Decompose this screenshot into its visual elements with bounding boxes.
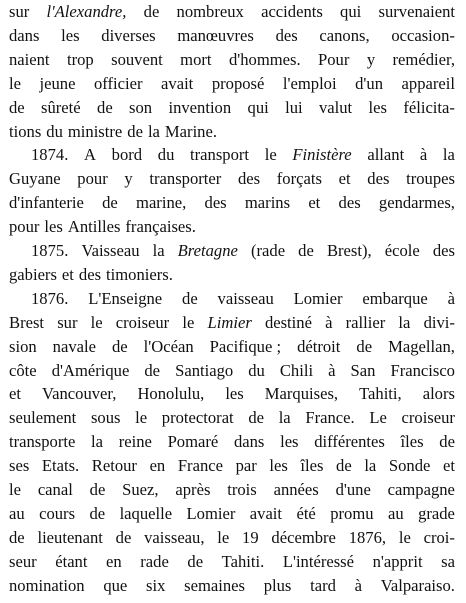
- text-word: Vancouver,: [42, 384, 117, 404]
- text-word: tions: [9, 121, 42, 141]
- text-word: lieutenant: [37, 527, 103, 547]
- text-word: 19: [242, 527, 259, 547]
- text-word: bord: [111, 145, 143, 165]
- text-word: en: [149, 456, 166, 476]
- text-word: Chili: [279, 360, 314, 380]
- text-word: d'hommes.: [228, 49, 301, 69]
- text-word: de: [127, 121, 143, 141]
- text-word: plus: [263, 575, 292, 595]
- text-word: Tahiti,: [359, 384, 402, 404]
- text-line: [31, 145, 455, 165]
- text-word: les: [368, 97, 387, 117]
- text-word: au: [387, 503, 404, 523]
- text-word: 1876.: [31, 288, 69, 308]
- text-word: timoniers.: [106, 264, 173, 284]
- text-word: îles: [300, 456, 324, 476]
- text-word: Sonde: [388, 456, 431, 476]
- text-word: laquelle: [119, 503, 173, 523]
- text-word: souvent: [111, 49, 163, 69]
- text-word: félicita-: [403, 97, 455, 117]
- text-word: ministre: [67, 121, 123, 141]
- text-word: semaines: [184, 575, 245, 595]
- text-word: l'Alexandre,: [46, 2, 127, 21]
- text-line: [9, 169, 455, 189]
- text-word: avait: [161, 73, 194, 93]
- text-word: Valparaiso.: [380, 575, 455, 595]
- text-word: divi-: [423, 312, 455, 332]
- text-word: Vaisseau: [81, 241, 140, 260]
- text-word: de: [298, 241, 314, 260]
- text-word: Finistère: [292, 145, 352, 165]
- text-word: officier: [93, 73, 143, 93]
- text-word: navale: [52, 336, 96, 356]
- text-word: rallier: [345, 312, 386, 332]
- text-line: [9, 217, 455, 237]
- text-line: [9, 408, 455, 428]
- text-word: vaisseau,: [144, 527, 205, 547]
- text-word: marine,: [136, 193, 187, 213]
- text-word: jeune: [39, 73, 76, 93]
- text-word: Lomier: [293, 288, 343, 308]
- text-word: Tahiti.: [221, 551, 265, 571]
- text-line: [31, 241, 455, 261]
- text-word: y: [366, 49, 376, 69]
- text-word: dans: [233, 432, 265, 452]
- text-word: reine: [118, 432, 152, 452]
- text-word: diverses: [101, 25, 156, 45]
- text-word: mort: [180, 49, 212, 69]
- text-word: Retour: [91, 456, 137, 476]
- text-word: après: [175, 480, 211, 499]
- text-word: n'apprit: [372, 551, 423, 571]
- text-word: grade: [418, 503, 455, 523]
- text-line: [9, 504, 455, 524]
- text-word: des: [432, 241, 455, 260]
- text-word: y: [124, 169, 133, 189]
- text-word: valut: [318, 97, 353, 117]
- text-word: 1876,: [348, 527, 387, 547]
- text-word: Francisco: [390, 360, 455, 380]
- text-word: différentes: [314, 432, 385, 452]
- text-word: des: [237, 169, 261, 189]
- text-word: manœuvres: [177, 25, 254, 45]
- text-word: Santiago: [175, 360, 234, 380]
- text-word: de: [187, 551, 204, 571]
- text-word: survenaient: [378, 2, 455, 21]
- text-word: promu: [330, 503, 374, 523]
- text-word: Le: [369, 408, 387, 428]
- text-word: de: [9, 527, 25, 547]
- text-word: Magellan,: [388, 336, 455, 356]
- text-word: l'Océan: [143, 336, 194, 356]
- text-line: [9, 384, 455, 404]
- text-line: [9, 480, 455, 500]
- text-line: [9, 313, 455, 333]
- text-word: sur: [9, 2, 30, 21]
- text-word: proposé: [211, 73, 265, 93]
- text-word: les: [225, 384, 244, 404]
- text-word: école: [384, 241, 420, 260]
- text-line: [9, 26, 455, 46]
- text-word: son: [129, 97, 153, 117]
- text-word: naient: [9, 49, 50, 69]
- text-word: Pacifique ;: [209, 336, 282, 356]
- text-word: que: [103, 575, 128, 595]
- text-word: transporte: [9, 432, 76, 452]
- text-word: de: [143, 2, 160, 21]
- text-word: le: [90, 312, 103, 332]
- text-word: marins: [244, 193, 291, 213]
- text-word: les: [269, 456, 288, 476]
- text-word: sur: [57, 312, 78, 332]
- text-word: croi-: [423, 527, 455, 547]
- text-word: France: [177, 456, 223, 476]
- text-line: [9, 74, 455, 94]
- text-word: L'intéressé: [282, 551, 354, 571]
- text-word: de: [248, 408, 265, 428]
- text-word: allant: [367, 145, 405, 165]
- text-word: l'emploi: [282, 73, 337, 93]
- text-line: [9, 552, 455, 572]
- text-word: le: [135, 408, 148, 428]
- text-word: avait: [249, 503, 283, 523]
- text-word: 1874.: [31, 145, 69, 165]
- text-word: des: [367, 169, 390, 189]
- text-line: [9, 432, 455, 452]
- text-word: Marquises,: [264, 384, 339, 404]
- text-word: des: [338, 193, 361, 213]
- text-word: du: [46, 121, 63, 141]
- text-word: alors: [422, 384, 455, 404]
- text-word: la: [147, 121, 160, 141]
- text-word: de: [89, 480, 106, 499]
- text-word: transport: [190, 145, 250, 165]
- text-word: et: [308, 193, 321, 213]
- text-word: françaises.: [125, 217, 196, 237]
- text-word: troupes: [406, 169, 455, 189]
- text-word: la: [152, 241, 165, 260]
- text-word: au: [9, 503, 25, 523]
- text-word: de: [9, 97, 25, 117]
- text-word: le: [182, 312, 195, 332]
- text-word: et: [338, 169, 351, 189]
- text-word: seulement: [9, 408, 77, 428]
- text-word: de: [115, 527, 132, 547]
- text-word: transporter: [149, 169, 222, 189]
- text-word: tard: [310, 575, 336, 595]
- text-word: nomination: [9, 575, 85, 595]
- text-line: [9, 98, 455, 118]
- text-word: Suez,: [122, 480, 159, 499]
- text-word: Brest: [9, 312, 45, 332]
- text-word: nombreux: [176, 2, 244, 21]
- text-word: d'une: [335, 480, 371, 499]
- text-word: Honolulu,: [137, 384, 205, 404]
- text-word: 1875.: [31, 241, 69, 260]
- text-word: sion: [9, 336, 37, 356]
- text-line: [9, 361, 455, 381]
- text-line: [31, 289, 455, 309]
- text-word: Guyane: [9, 169, 61, 189]
- text-word: trop: [66, 49, 94, 69]
- text-word: occasion-: [391, 25, 455, 45]
- text-word: campagne: [387, 480, 455, 499]
- text-word: d'infanterie: [9, 193, 84, 213]
- text-word: à: [419, 145, 428, 165]
- text-word: détroit: [297, 336, 341, 356]
- text-word: et: [9, 384, 21, 404]
- text-word: la: [398, 312, 411, 332]
- text-word: d'un: [355, 73, 384, 93]
- text-line: [9, 2, 455, 22]
- text-word: A: [84, 145, 96, 165]
- text-word: sûreté: [41, 97, 81, 117]
- text-line: [9, 265, 455, 285]
- text-word: années: [273, 480, 319, 499]
- text-line: [9, 576, 455, 596]
- text-word: qui: [247, 97, 269, 117]
- text-word: du: [157, 145, 175, 165]
- text-word: vaisseau: [217, 288, 274, 308]
- text-word: de: [144, 360, 161, 380]
- text-word: d'Amérique: [51, 360, 130, 380]
- text-word: Bretagne: [177, 241, 238, 260]
- text-word: accidents: [261, 2, 323, 21]
- text-word: de: [356, 336, 373, 356]
- text-word: des: [275, 25, 298, 45]
- text-word: croiseur: [401, 408, 455, 428]
- text-word: et: [61, 264, 74, 284]
- text-word: remédier,: [392, 49, 455, 69]
- text-word: appareil: [401, 73, 455, 93]
- text-word: le: [9, 73, 21, 93]
- text-word: de: [102, 193, 118, 213]
- text-word: la: [278, 408, 291, 428]
- text-word: le: [9, 480, 21, 499]
- text-word: canal: [37, 480, 73, 499]
- text-word: de: [439, 432, 455, 452]
- text-word: étant: [55, 551, 88, 571]
- text-word: des: [204, 193, 227, 213]
- text-word: par: [235, 456, 257, 476]
- text-line: [9, 50, 455, 70]
- text-word: des: [78, 264, 102, 284]
- text-word: Pomaré: [167, 432, 219, 452]
- text-word: côte: [9, 360, 37, 380]
- text-word: Brest),: [326, 241, 372, 260]
- text-word: de: [336, 456, 352, 476]
- text-word: la: [364, 456, 377, 476]
- text-word: Limier: [207, 312, 252, 332]
- text-word: les: [61, 25, 80, 45]
- text-line: [9, 193, 455, 213]
- text-word: du: [248, 360, 265, 380]
- text-word: gendarmes,: [378, 193, 455, 213]
- text-word: forçats: [276, 169, 322, 189]
- text-word: décembre: [271, 527, 336, 547]
- text-word: en: [106, 551, 122, 571]
- text-word: Antilles: [67, 217, 121, 237]
- text-word: la: [91, 432, 104, 452]
- text-word: croiseur: [115, 312, 170, 332]
- text-word: canons,: [319, 25, 370, 45]
- text-word: seur: [9, 551, 37, 571]
- text-word: à: [328, 360, 336, 380]
- text-word: le: [398, 527, 411, 547]
- text-word: la: [442, 145, 455, 165]
- text-word: été: [296, 503, 316, 523]
- text-line: [9, 122, 455, 142]
- text-word: le: [264, 145, 277, 165]
- text-word: trois: [227, 480, 257, 499]
- text-word: (rade: [250, 241, 286, 260]
- text-word: sa: [441, 551, 455, 571]
- text-word: sous: [90, 408, 121, 428]
- text-word: ses: [9, 456, 30, 476]
- text-word: pour: [9, 217, 40, 237]
- text-word: Pour: [318, 49, 350, 69]
- text-word: gabiers: [9, 264, 57, 284]
- text-word: pour: [77, 169, 108, 189]
- text-word: cours: [39, 503, 76, 523]
- text-word: de: [89, 503, 106, 523]
- text-word: de: [182, 288, 198, 308]
- text-word: de: [97, 97, 113, 117]
- text-word: invention: [168, 97, 232, 117]
- text-word: qui: [340, 2, 362, 21]
- text-word: L'Enseigne: [88, 288, 163, 308]
- text-word: à: [447, 288, 455, 308]
- text-word: protectorat: [161, 408, 234, 428]
- text-word: France.: [305, 408, 355, 428]
- text-word: San: [350, 360, 376, 380]
- text-word: Lomier: [186, 503, 236, 523]
- text-word: dans: [9, 25, 40, 45]
- text-word: et: [442, 456, 455, 476]
- text-word: destiné: [264, 312, 312, 332]
- text-word: rade: [140, 551, 169, 571]
- text-word: les: [280, 432, 299, 452]
- text-word: embarque: [362, 288, 428, 308]
- text-word: îles: [400, 432, 424, 452]
- text-word: Etats.: [41, 456, 80, 476]
- text-word: à: [354, 575, 363, 595]
- text-word: lui: [285, 97, 303, 117]
- text-word: de: [111, 336, 128, 356]
- text-word: six: [146, 575, 166, 595]
- text-word: le: [217, 527, 230, 547]
- text-word: à: [325, 312, 333, 332]
- text-word: les: [44, 217, 63, 237]
- text-line: [9, 528, 455, 548]
- text-line: [9, 456, 455, 476]
- text-word: Marine.: [164, 121, 217, 141]
- text-line: [9, 337, 455, 357]
